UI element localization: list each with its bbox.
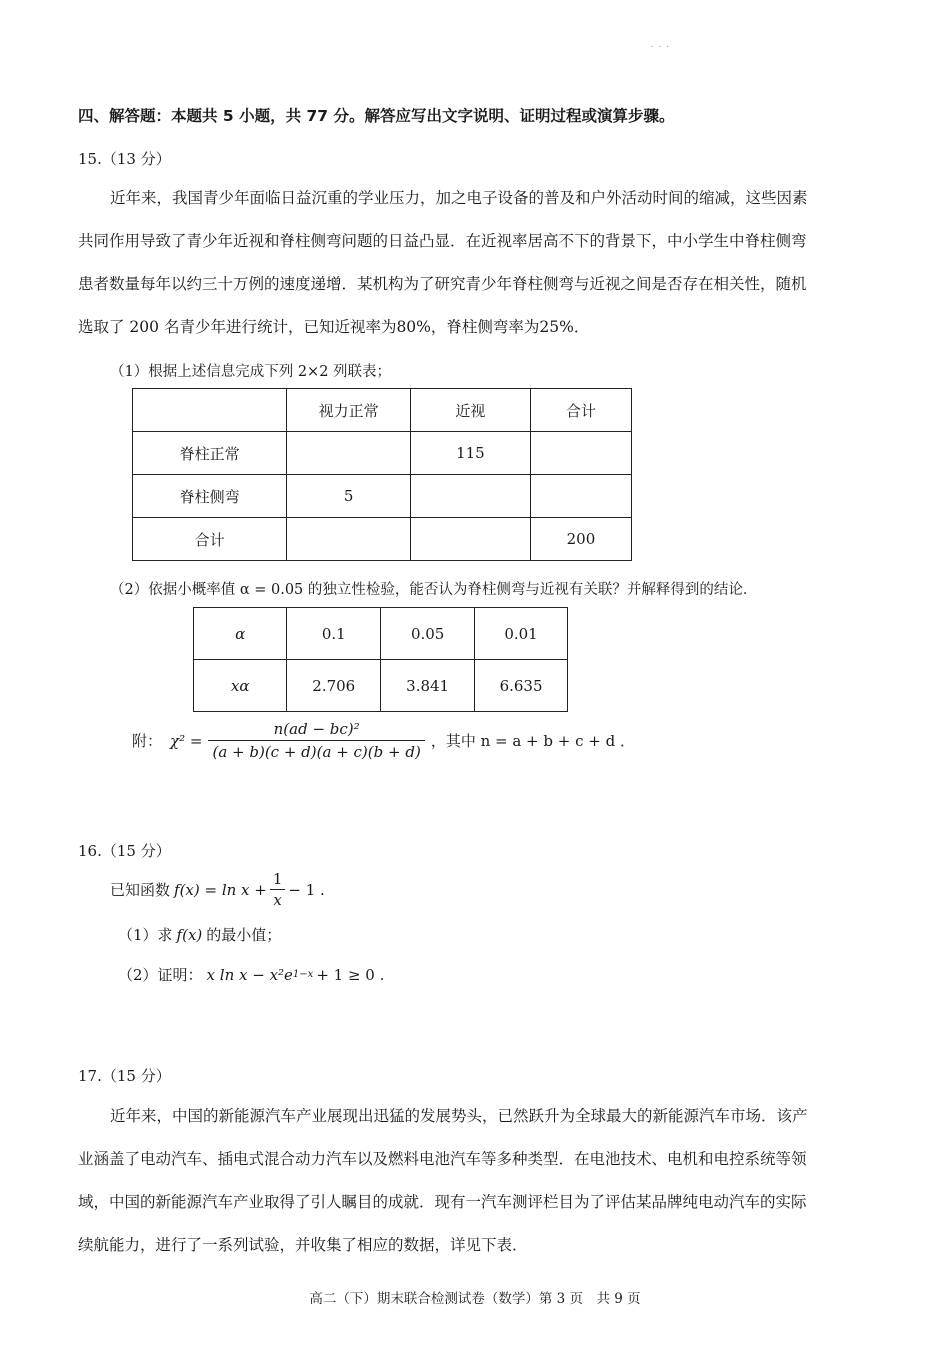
contingency-header-row [133,389,632,432]
q16-part1 [118,924,281,945]
contingency-row [133,432,632,475]
contingency-cell [287,432,411,475]
q16-fraction [270,870,286,909]
critical-cell: 0.05 [381,608,475,660]
q15-line-4: 选取了 200 名青少年进行统计，已知近视率为80%，脊柱侧弯率为25%． [78,318,590,336]
contingency-header-cell: 合计 [530,389,631,432]
contingency-cell: 5 [287,475,411,518]
formula-lhs: χ² = [170,731,203,750]
contingency-cell: 115 [410,432,530,475]
q16-part1-math: f(x) [176,925,203,944]
q16-intro: 已知函数 [110,881,171,899]
critical-cell: 3.841 [381,660,475,712]
formula-numerator: n(ad − bc)² [273,720,360,738]
contingency-header-cell: 近视 [410,389,530,432]
critical-cell: 0.01 [475,608,568,660]
contingency-header-cell: 视力正常 [287,389,411,432]
q16-part2-prefix: （2）证明： [118,966,203,984]
contingency-row [133,475,632,518]
q16-part1-suffix: 的最小值； [206,926,282,944]
q16-frac-num: 1 [272,870,283,888]
contingency-row [133,518,632,561]
q15-paragraph [78,177,878,349]
corner-mark: . . . [650,40,670,50]
q16-part2 [118,964,384,985]
contingency-cell: 脊柱侧弯 [133,475,287,518]
q16-frac-den: x [270,889,284,909]
formula-prefix: 附： [132,732,163,750]
q17-line-3: 域，中国的新能源汽车产业取得了引人瞩目的成就．现有一汽车测评栏目为了评估某品牌纯电动汽车的实际 [78,1193,807,1211]
chi-square-formula [132,720,635,761]
section-heading: 四、解答题：本题共 5 小题，共 77 分。解答应写出文字说明、证明过程或演算步骤。 [78,107,675,125]
q15-number: 15.（13 分） [78,150,171,168]
q15-line-3: 患者数量每年以约三十万例的速度递增．某机构为了研究青少年脊柱侧弯与近视之间是否存在相关性，随机 [78,275,807,293]
critical-value-table [193,607,568,712]
q16-part2-math: x ln x − x²e [206,965,293,984]
critical-alpha-label: α [194,608,287,660]
q16-function [110,870,325,909]
contingency-cell [530,432,631,475]
q17-line-2: 业涵盖了电动汽车、插电式混合动力汽车以及燃料电池汽车等多种类型．在电池技术、电机和电控系统等领 [78,1150,807,1168]
contingency-header-cell [133,389,287,432]
critical-cell: 6.635 [475,660,568,712]
critical-cell: 0.1 [287,608,381,660]
q15-line-1: 近年来，我国青少年面临日益沉重的学业压力，加之电子设备的普及和户外活动时间的缩减，这些因素 [110,189,808,207]
contingency-cell: 合计 [133,518,287,561]
critical-alpha-row [194,608,568,660]
q15-part1: （1）根据上述信息完成下列 2×2 列联表； [110,364,392,380]
q17-paragraph [78,1095,878,1267]
q16-number: 16.（15 分） [78,842,171,860]
critical-x-label: xα [194,660,287,712]
q16-func-tail: − 1 . [288,880,325,899]
q17-line-4: 续航能力，进行了一系列试验，并收集了相应的数据，详见下表． [78,1236,528,1254]
contingency-cell: 200 [530,518,631,561]
page-footer: 高二（下）期末联合检测试卷（数学）第 3 页 共 9 页 [309,1291,641,1307]
contingency-cell [287,518,411,561]
contingency-cell [410,518,530,561]
q16-func-lhs: f(x) = ln x + [174,880,267,899]
q17-line-1: 近年来，中国的新能源汽车产业展现出迅猛的发展势头，已然跃升为全球最大的新能源汽车市场．该产 [110,1107,808,1125]
formula-fraction [208,720,424,761]
critical-cell: 2.706 [287,660,381,712]
q15-line-2: 共同作用导致了青少年近视和脊柱侧弯问题的日益凸显．在近视率居高不下的背景下，中小学生中脊柱侧弯 [78,232,807,250]
q17-number: 17.（15 分） [78,1067,171,1085]
formula-denominator: (a + b)(c + d)(a + c)(b + d) [208,740,424,761]
contingency-cell: 脊柱正常 [133,432,287,475]
q16-part2-tail: + 1 ≥ 0 . [316,965,385,984]
critical-x-row [194,660,568,712]
q15-part2: （2）依据小概率值 α = 0.05 的独立性检验，能否认为脊柱侧弯与近视有关联？并解释得到的结论． [110,582,758,598]
contingency-table [132,388,632,561]
q16-part1-prefix: （1）求 [118,926,173,944]
formula-suffix: ，其中 n = a + b + c + d ． [430,732,635,750]
q16-part2-exponent: 1−x [292,969,314,980]
contingency-cell [530,475,631,518]
contingency-cell [410,475,530,518]
